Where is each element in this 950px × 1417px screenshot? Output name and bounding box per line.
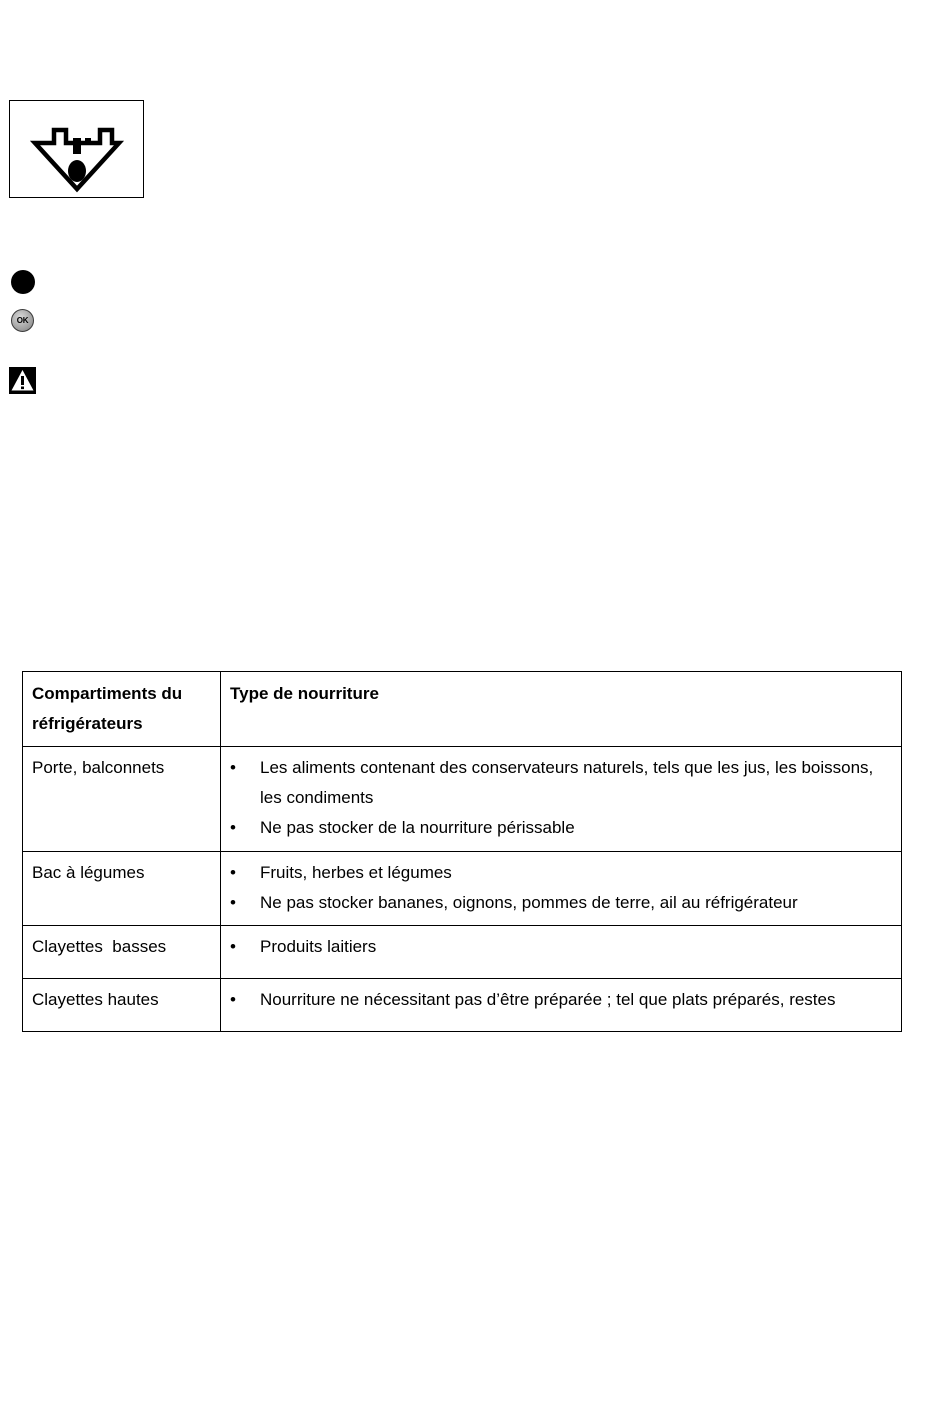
food-type-cell [221, 979, 902, 1032]
list-item: • Nourriture ne nécessitant pas d’être préparée ; tel que plats préparés, restes [230, 985, 893, 1015]
list-item: • Les aliments contenant des conservateurs naturels, tels que les jus, les boissons, les condiments [230, 753, 893, 813]
plug-warning-symbol-box [9, 100, 144, 198]
compartment-cell: Clayettes hautes [23, 979, 221, 1032]
list-item: • Fruits, herbes et légumes [230, 858, 893, 888]
table-row [23, 926, 902, 979]
food-type-cell [221, 852, 902, 926]
header-food-type: Type de nourriture [221, 672, 902, 747]
compartment-cell: Bac à légumes [23, 852, 221, 926]
table-header-row [23, 672, 902, 747]
plug-warning-icon [10, 101, 145, 199]
ok-button-label: OK [16, 316, 29, 325]
list-item: • Produits laitiers [230, 932, 893, 962]
list-item: • Ne pas stocker bananes, oignons, pommes de terre, ail au réfrigérateur [230, 888, 893, 918]
compartment-cell: Porte, balconnets [23, 747, 221, 852]
warning-triangle-icon [9, 367, 36, 394]
header-compartments: Compartiments du réfrigérateurs [23, 672, 221, 747]
compartment-cell: Clayettes basses [23, 926, 221, 979]
table-row [23, 979, 902, 1032]
list-item: • Ne pas stocker de la nourriture périssable [230, 813, 893, 843]
ok-button-icon [11, 309, 34, 332]
food-type-cell [221, 747, 902, 852]
food-storage-table [22, 671, 902, 1032]
table-row [23, 852, 902, 926]
table-row [23, 747, 902, 852]
black-dot-icon [11, 270, 35, 294]
food-type-cell [221, 926, 902, 979]
